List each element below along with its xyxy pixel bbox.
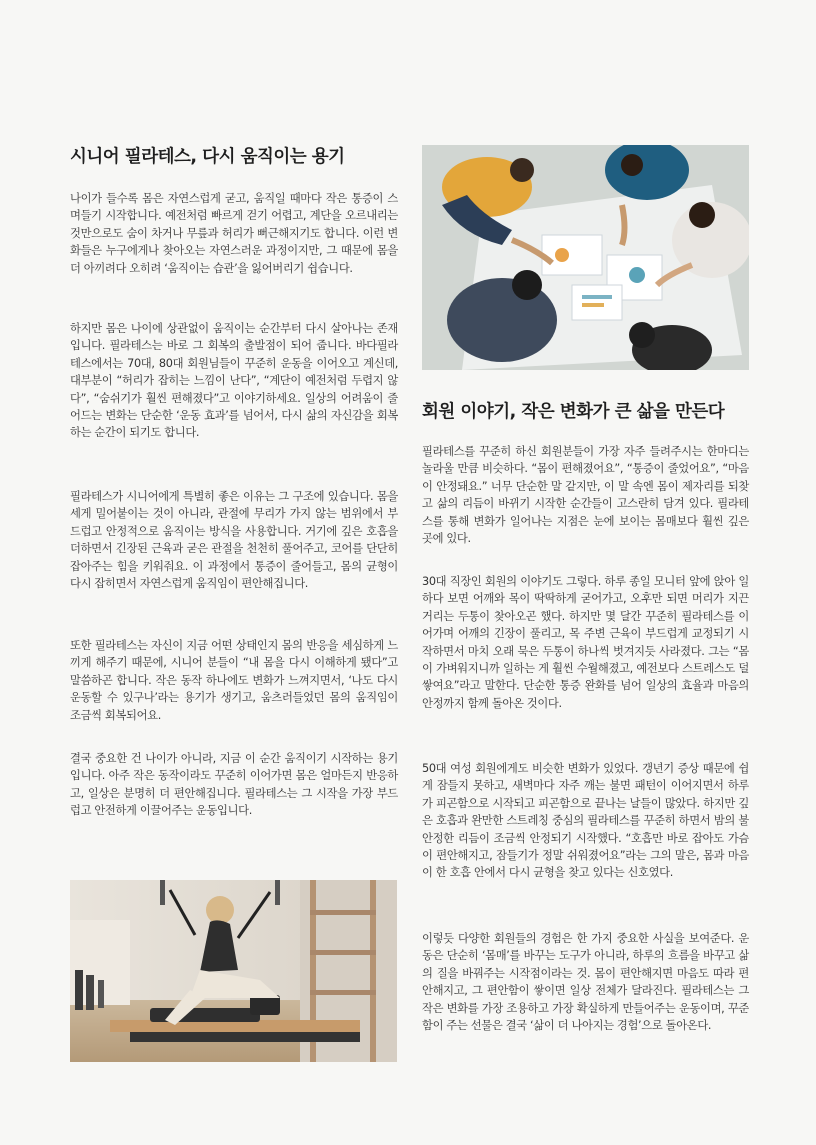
left-paragraph-2: 하지만 몸은 나이에 상관없이 움직이는 순간부터 다시 살아나는 존재입니다. 필라테스는 바로 그 회복의 출발점이 되어 줍니다. 바다필라테스에서는 70대, 80대 회원님들이 꾸준히 운동을 이어오고 계신데, 대부분이 “허리가 잡히는 느낌이 난다”, “계단이 예전처럼 두렵지 않다”, “숨쉬기가 훨씬 편해졌다”고 이야기하세요. 일상의 어려움이 줄어드는 변화는 단순한 ‘운동 효과’를 넘어서, 다시 삶의 자신감을 회복하는 순간이 되기도 합니다. xyxy=(70,322,398,440)
left-article-title: 시니어 필라테스, 다시 움직이는 용기 xyxy=(70,147,345,167)
right-paragraph-2: 30대 직장인 회원의 이야기도 그렇다. 하루 종일 모니터 앞에 앉아 일하다 보면 어깨와 목이 딱딱하게 굳어가고, 오후만 되면 머리가 지끈거리는 두통이 찾아오곤 했다. 하지만 몇 달간 꾸준히 필라테스를 이어가며 어깨의 긴장이 풀리고, 목 주변 근육이 부드럽게 교정되기 시작하면서 마치 오래 묵은 두통이 하나씩 벗겨지듯 사라졌다. 그는 “몸이 가벼워지니까 일하는 게 훨씬 수월해졌고, 예전보다 스트레스도 덜 쌓여요”라고 말한다. 단순한 통증 완화를 넘어 일상의 효율과 마음의 안정까지 함께 돌아온 것이다. xyxy=(422,575,749,710)
left-paragraph-1: 나이가 들수록 몸은 자연스럽게 굳고, 움직일 때마다 작은 통증이 스며들기 시작합니다. 예전처럼 빠르게 걷기 어렵고, 계단을 오르내리는 것만으로도 숨이 차거나 무릎과 허리가 뻐근해지기도 합니다. 이런 변화들은 누구에게나 찾아오는 자연스러운 과정이지만, 그 때문에 몸을 더 아끼려다 오히려 ‘움직이는 습관’을 잃어버리기 쉽습니다. xyxy=(70,192,398,275)
pilates-reformer-photo xyxy=(70,880,397,1062)
right-article-title: 회원 이야기, 작은 변화가 큰 삶을 만든다 xyxy=(422,402,725,422)
right-paragraph-1: 필라테스를 꾸준히 하신 회원분들이 가장 자주 들려주시는 한마디는 놀라울 만큼 비슷하다. “몸이 편해졌어요”, “통증이 줄었어요”, “마음이 안정돼요.” 너무 단순한 말 같지만, 이 말 속엔 몸이 제자리를 되찾고 삶의 리듬이 바뀌기 시작한 순간들이 고스란히 담겨 있다. 필라테스를 통해 변화가 일어나는 지점은 눈에 보이는 몸매보다 훨씬 깊은 곳에 있다. xyxy=(422,445,749,546)
right-paragraph-4: 이렇듯 다양한 회원들의 경험은 한 가지 중요한 사실을 보여준다. 운동은 단순히 ‘몸매’를 바꾸는 도구가 아니라, 하루의 흐름을 바꾸고 삶의 질을 바꿔주는 시작점이라는 것. 몸이 편안해지면 마음도 따라 편안해지고, 그 편안함이 쌓이면 일상 전체가 달라진다. 필라테스는 그 작은 변화를 가장 조용하고 가장 확실하게 만들어주는 운동이며, 꾸준함이 주는 선물은 결국 ‘삶이 더 나아지는 경험’으로 돌아온다. xyxy=(422,932,749,1033)
left-paragraph-3: 필라테스가 시니어에게 특별히 좋은 이유는 그 구조에 있습니다. 몸을 세게 밀어붙이는 것이 아니라, 관절에 무리가 가지 않는 범위에서 부드럽고 안정적으로 움직이는 방식을 사용합니다. 거기에 깊은 호흡을 더하면서 긴장된 근육과 굳은 관절을 천천히 풀어주고, 코어를 단단히 잡아주는 힘을 키워줘요. 이 과정에서 통증이 줄어들고, 몸의 균형이 다시 잡히면서 자연스럽게 움직임이 편안해집니다. xyxy=(70,490,398,591)
team-meeting-photo xyxy=(422,145,749,370)
left-paragraph-5: 결국 중요한 건 나이가 아니라, 지금 이 순간 움직이기 시작하는 용기입니다. 아주 작은 동작이라도 꾸준히 이어가면 몸은 얼마든지 반응하고, 일상은 분명히 더 편안해집니다. 필라테스는 그 시작을 가장 부드럽고 안전하게 이끌어주는 운동입니다. xyxy=(70,752,398,818)
left-paragraph-4: 또한 필라테스는 자신이 지금 어떤 상태인지 몸의 반응을 세심하게 느끼게 해주기 때문에, 시니어 분들이 “내 몸을 다시 이해하게 됐다”고 말씀하곤 합니다. 작은 동작 하나에도 변화가 느껴지면서, ‘나도 다시 운동할 수 있구나’라는 용기가 생기고, 움츠러들었던 몸의 움직임이 조금씩 회복되어요. xyxy=(70,639,398,722)
right-paragraph-3: 50대 여성 회원에게도 비슷한 변화가 있었다. 갱년기 증상 때문에 쉽게 잠들지 못하고, 새벽마다 자주 깨는 불면 패턴이 이어지면서 하루가 피곤함으로 시작되고 피곤함으로 끝나는 날들이 많았다. 하지만 깊은 호흡과 완만한 스트레칭 중심의 필라테스를 꾸준히 하면서 밤의 불안정한 리듬이 조금씩 안정되기 시작했다. “호흡만 바로 잡아도 가슴이 편안해지고, 잠들기가 정말 쉬워졌어요”라는 그의 말은, 몸과 마음이 한 호흡 안에서 다시 균형을 찾고 있다는 신호였다. xyxy=(422,762,749,880)
